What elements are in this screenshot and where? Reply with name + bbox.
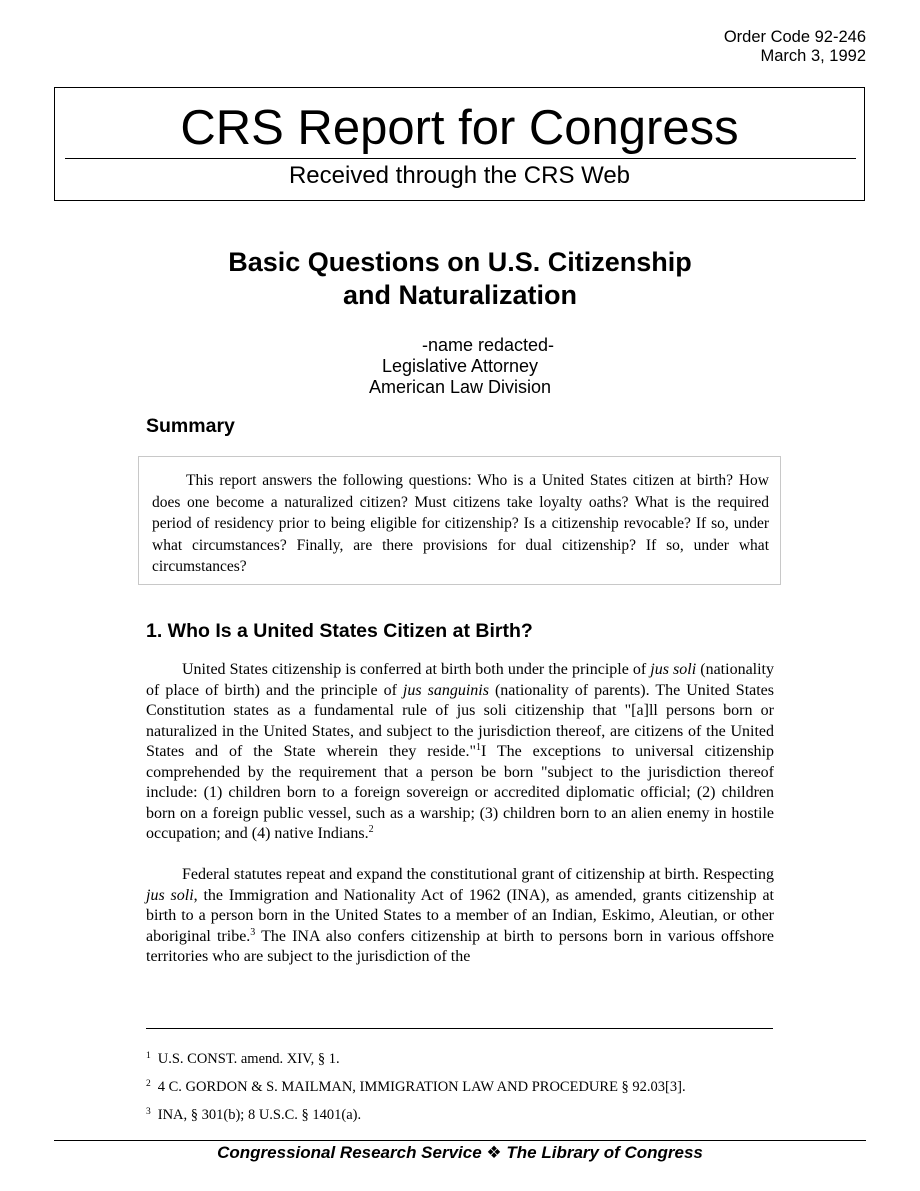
footnote-ref-2[interactable]: 2 xyxy=(368,824,374,835)
text-run: I The exceptions to universal citizenship comprehended by the requirement that a person be born "subject to the jurisdiction thereof include: (1) children born to a foreign sovereign or accredited diplomatic official; (2) children born on a foreign public vessel, such as a warship; (3) children born to an alien enemy in hostile occupation; and (4) native Indians. xyxy=(146,743,774,842)
text-run: (nationality of parents). The United States Constitution states as a fundamental rule of jus soli citizenship that "[a]ll persons born or naturalized in the United States, and subject to the jurisdiction thereof, are citizens of the United States and of the State wherein they reside." xyxy=(146,681,775,760)
order-date: March 3, 1992 xyxy=(760,47,866,65)
document-title-line2: and Naturalization xyxy=(342,280,578,310)
author-division: American Law Division xyxy=(368,377,552,397)
footnote-2 xyxy=(146,1078,686,1096)
text-run: The INA also confers citizenship at birth to persons born in various offshore territories who are subject to the jurisdiction of the xyxy=(146,927,774,965)
text-run: Federal statutes repeat and expand the constitutional grant of citizenship at birth. Respecting xyxy=(182,866,774,883)
summary-heading: Summary xyxy=(146,415,235,437)
document-title xyxy=(0,246,920,312)
section-1-paragraph-1 xyxy=(146,660,774,845)
section-1-heading: 1. Who Is a United States Citizen at Birth? xyxy=(146,620,533,642)
footnote-number: 3 xyxy=(146,1107,151,1117)
footer-org: Congressional Research Service xyxy=(217,1143,482,1162)
term-jus-soli: jus soli xyxy=(650,661,697,678)
banner-title: CRS Report for Congress xyxy=(180,101,739,155)
author-block xyxy=(290,335,630,398)
crs-banner xyxy=(54,87,865,201)
order-info xyxy=(724,28,866,66)
banner-subtitle: Received through the CRS Web xyxy=(288,162,631,189)
footer-library: The Library of Congress xyxy=(506,1143,703,1162)
footnote-text: 4 C. GORDON & S. MAILMAN, IMMIGRATION LAW AND PROCEDURE § 92.03[3]. xyxy=(157,1079,686,1095)
footnote-text: U.S. CONST. amend. XIV, § 1. xyxy=(157,1051,340,1067)
summary-text: This report answers the following questions: Who is a United States citizen at birth? How does one become a naturalized citizen? Must citizens take loyalty oaths? What is the required period of residency prior to being eligible for citizenship? Is a citizenship revocable? If so, under what circumstances? Finally, are there provisions for dual citizenship? If so, under what circumstances? xyxy=(152,472,769,575)
section-1-paragraph-2 xyxy=(146,865,774,968)
diamond-ornament-icon: ❖ xyxy=(486,1143,502,1162)
footer-divider xyxy=(54,1140,866,1141)
author-title: Legislative Attorney xyxy=(381,356,539,376)
footnote-1 xyxy=(146,1050,340,1068)
order-code: Order Code 92-246 xyxy=(723,28,866,46)
footnote-number: 2 xyxy=(146,1079,151,1089)
footnote-ref-3[interactable]: 3 xyxy=(250,926,256,938)
document-title-line1: Basic Questions on U.S. Citizenship xyxy=(228,247,692,277)
term-jus-soli: jus soli xyxy=(146,886,194,904)
banner-divider xyxy=(65,158,856,159)
author-name: -name redacted- xyxy=(421,335,555,355)
footnote-number: 1 xyxy=(146,1051,151,1061)
text-run: , the Immigration and Nationality Act of 1962 (INA), as amended, grants citizenship at birth to a person born in the United States to a member of an Indian, Eskimo, Aleutian, or other aboriginal tribe. xyxy=(146,886,774,945)
page-footer xyxy=(0,1142,920,1164)
text-run: United States citizenship is conferred at birth both under the principle of xyxy=(182,661,651,678)
footnote-ref-1[interactable]: 1 xyxy=(475,742,481,753)
footnote-3 xyxy=(146,1106,361,1124)
summary-box xyxy=(138,456,781,585)
footnote-divider xyxy=(146,1028,773,1029)
footnote-text: INA, § 301(b); 8 U.S.C. § 1401(a). xyxy=(157,1107,362,1123)
term-jus-sanguinis: jus sanguinis xyxy=(402,681,489,699)
text-run: (nationality of place of birth) and the principle of xyxy=(146,661,775,699)
